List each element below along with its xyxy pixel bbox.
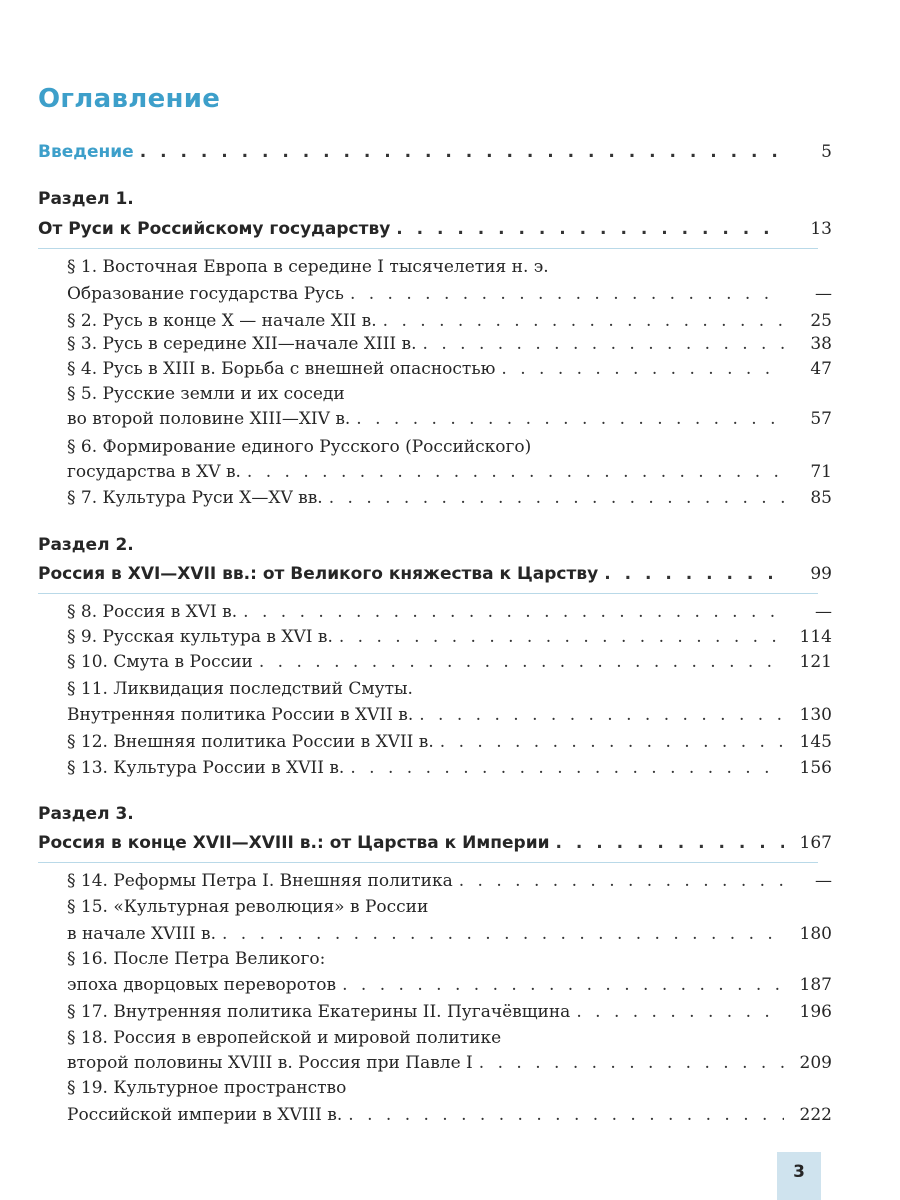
toc-entry-label: Введение <box>38 142 134 162</box>
toc-entry[interactable] <box>67 311 832 331</box>
section-heading: Раздел 2. <box>38 535 134 555</box>
toc-entry[interactable] <box>67 334 832 354</box>
toc-entry-line[interactable]: § 5. Русские земли и их соседи <box>67 384 345 404</box>
toc-entry-page: — <box>815 871 832 891</box>
toc-entry-page: 121 <box>799 652 832 672</box>
toc-entry-page: 209 <box>799 1053 832 1073</box>
leader-dots <box>247 462 784 482</box>
leader-dots <box>501 359 784 379</box>
leader-dots <box>350 284 784 304</box>
section-name: Россия в XVI—XVII вв.: от Великого княжества к Царству <box>38 564 599 584</box>
leader-dots <box>348 1105 784 1125</box>
toc-entry-label: § 2. Русь в конце X — начале XII в. <box>67 311 377 331</box>
toc-entry-section[interactable] <box>38 833 832 853</box>
toc-entry-line[interactable]: § 6. Формирование единого Русского (Российского) <box>67 437 532 457</box>
toc-entry-label: § 14. Реформы Петра I. Внешняя политика <box>67 871 453 891</box>
leader-dots <box>383 311 784 331</box>
toc-entry-label: § 9. Русская культура в XVI в. <box>67 627 333 647</box>
toc-entry-line[interactable]: § 18. Россия в европейской и мировой политике <box>67 1028 502 1048</box>
leader-dots <box>356 409 784 429</box>
toc-entry-page: 222 <box>799 1105 832 1125</box>
toc-entry-page: 167 <box>799 833 832 853</box>
toc-entry[interactable] <box>67 1105 832 1125</box>
page-number: 3 <box>777 1152 821 1200</box>
toc-entry-page: 47 <box>810 359 832 379</box>
divider <box>38 248 818 249</box>
toc-entry[interactable] <box>67 409 832 429</box>
toc-entry-page: — <box>815 284 832 304</box>
section-heading: Раздел 1. <box>38 189 134 209</box>
toc-entry-page: 13 <box>810 219 832 239</box>
section-heading: Раздел 3. <box>38 804 134 824</box>
toc-entry-label: государства в XV в. <box>67 462 241 482</box>
leader-dots <box>243 602 784 622</box>
leader-dots <box>342 975 784 995</box>
toc-entry-line[interactable]: § 16. После Петра Великого: <box>67 949 326 969</box>
leader-dots <box>423 334 784 354</box>
toc-entry-page: 114 <box>799 627 832 647</box>
toc-entry-label: Внутренняя политика России в XVII в. <box>67 705 414 725</box>
toc-entry-page: 5 <box>821 142 832 162</box>
section-name: Россия в конце XVII—XVIII в.: от Царства к Империи <box>38 833 550 853</box>
toc-entry[interactable] <box>67 705 832 725</box>
toc-entry-line[interactable]: § 19. Культурное пространство <box>67 1078 347 1098</box>
leader-dots <box>259 652 784 672</box>
leader-dots <box>479 1053 784 1073</box>
toc-entry-page: 38 <box>810 334 832 354</box>
leader-dots <box>396 219 784 239</box>
toc-entry[interactable] <box>67 602 832 622</box>
toc-entry[interactable] <box>67 488 832 508</box>
toc-entry-label: § 12. Внешняя политика России в XVII в. <box>67 732 434 752</box>
toc-entry-label: эпоха дворцовых переворотов <box>67 975 337 995</box>
toc-entry-label: § 17. Внутренняя политика Екатерины II. Пугачёвщина <box>67 1002 571 1022</box>
toc-entry-page: 180 <box>799 924 832 944</box>
toc-entry[interactable] <box>67 359 832 379</box>
leader-dots <box>222 924 784 944</box>
toc-entry-line[interactable]: § 1. Восточная Европа в середине I тысячелетия н. э. <box>67 257 549 277</box>
toc-entry-label: § 3. Русь в середине XII—начале XIII в. <box>67 334 417 354</box>
toc-entry-label: во второй половине XIII—XIV в. <box>67 409 351 429</box>
divider <box>38 593 818 594</box>
leader-dots <box>339 627 784 647</box>
leader-dots <box>350 758 784 778</box>
leader-dots <box>604 564 784 584</box>
toc-entry-label: второй половины XVIII в. Россия при Павле I <box>67 1053 473 1073</box>
toc-entry-page: 156 <box>799 758 832 778</box>
leader-dots <box>459 871 784 891</box>
divider <box>38 862 818 863</box>
toc-entry-label: § 13. Культура России в XVII в. <box>67 758 345 778</box>
toc-entry-label: § 8. Россия в XVI в. <box>67 602 238 622</box>
toc-entry-page: 85 <box>810 488 832 508</box>
page-title: Оглавление <box>38 84 221 114</box>
toc-entry-line[interactable]: § 11. Ликвидация последствий Смуты. <box>67 679 413 699</box>
toc-entry-label: Образование государства Русь <box>67 284 344 304</box>
toc-entry[interactable] <box>67 652 832 672</box>
toc-entry-page: 57 <box>810 409 832 429</box>
toc-entry-label: § 10. Смута в России <box>67 652 253 672</box>
toc-entry-page: 196 <box>799 1002 832 1022</box>
leader-dots <box>440 732 784 752</box>
toc-entry-page: 145 <box>799 732 832 752</box>
toc-entry-page: — <box>815 602 832 622</box>
toc-entry-page: 187 <box>799 975 832 995</box>
toc-entry[interactable] <box>67 871 832 891</box>
toc-entry-section[interactable] <box>38 564 832 584</box>
toc-entry-page: 130 <box>799 705 832 725</box>
toc-entry[interactable] <box>67 924 832 944</box>
toc-entry-section[interactable] <box>38 219 832 239</box>
toc-entry-line[interactable]: § 15. «Культурная революция» в России <box>67 897 429 917</box>
toc-entry-intro[interactable] <box>38 142 832 162</box>
toc-entry-page: 71 <box>810 462 832 482</box>
leader-dots <box>556 833 784 853</box>
leader-dots <box>419 705 784 725</box>
toc-entry[interactable] <box>67 732 832 752</box>
toc-entry-label: в начале XVIII в. <box>67 924 216 944</box>
leader-dots <box>140 142 784 162</box>
toc-entry-label: § 4. Русь в XIII в. Борьба с внешней опасностью <box>67 359 496 379</box>
toc-entry-label: § 7. Культура Руси X—XV вв. <box>67 488 323 508</box>
leader-dots <box>576 1002 784 1022</box>
toc-entry[interactable] <box>67 1002 832 1022</box>
section-name: От Руси к Российскому государству <box>38 219 391 239</box>
toc-entry[interactable] <box>67 758 832 778</box>
toc-entry[interactable] <box>67 462 832 482</box>
toc-entry[interactable] <box>67 627 832 647</box>
toc-entry-page: 99 <box>810 564 832 584</box>
toc-entry[interactable] <box>67 975 832 995</box>
toc-entry-label: Российской империи в XVIII в. <box>67 1105 343 1125</box>
leader-dots <box>329 488 784 508</box>
toc-entry[interactable] <box>67 1053 832 1073</box>
toc-entry-page: 25 <box>810 311 832 331</box>
toc-entry[interactable] <box>67 284 832 304</box>
